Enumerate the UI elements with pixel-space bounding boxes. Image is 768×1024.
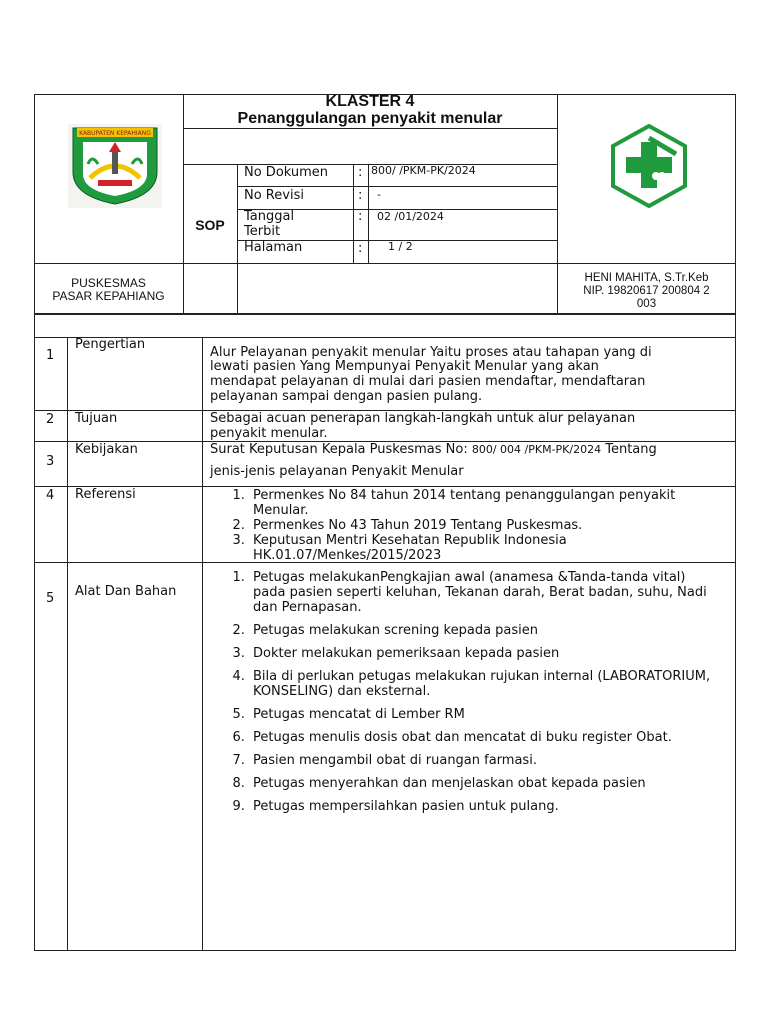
- list-item: 2. Permenkes No 43 Tahun 2019 Tentang Puskesmas.: [249, 518, 707, 533]
- meta-divider: [237, 186, 557, 187]
- row-number: 4: [46, 488, 55, 503]
- meta-divider: [237, 263, 557, 264]
- pengertian-text: lewati pasien Yang Mempunyai Penyakit Menular yang akan: [210, 359, 599, 374]
- header-divider: [183, 128, 557, 129]
- pengertian-text: Alur Pelayanan penyakit menular Yaitu proses atau tahapan yang di: [210, 345, 652, 360]
- referensi-list-container: [207, 488, 707, 563]
- kebijakan-text: [210, 442, 657, 457]
- list-item: 3. Dokter melakukan pemeriksaan kepada pasien: [249, 646, 715, 661]
- meta-label-no-dokumen: No Dokumen: [244, 165, 329, 180]
- row-number: 3: [46, 454, 55, 469]
- puskesmas-name-line1: PUSKESMAS: [71, 276, 146, 290]
- meta-label-tanggal: Tanggal: [244, 209, 295, 224]
- meta-divider: [353, 164, 354, 264]
- body-divider: [34, 486, 736, 487]
- meta-colon: :: [358, 209, 363, 224]
- svg-text:KABUPATEN KEPAHIANG: KABUPATEN KEPAHIANG: [79, 130, 151, 137]
- list-item: 6. Petugas menulis dosis obat dan mencatat di buku register Obat.: [249, 730, 715, 745]
- alat-list-container: [207, 570, 715, 822]
- meta-divider: [368, 164, 369, 264]
- signatory-nip: NIP. 19820617 200804 2: [583, 285, 710, 297]
- kebijakan-text-part: Tentang: [601, 442, 657, 457]
- meta-colon: :: [358, 188, 363, 203]
- meta-colon: :: [358, 165, 363, 180]
- meta-label-no-revisi: No Revisi: [244, 188, 304, 203]
- meta-label-terbit: Terbit: [244, 224, 281, 239]
- puskesmas-logo: [610, 124, 688, 208]
- body-divider: [202, 337, 203, 951]
- header-divider: [183, 164, 557, 165]
- pengertian-text: pelayanan sampai dengan pasien pulang.: [210, 389, 483, 404]
- row-label-kebijakan: Kebijakan: [75, 442, 138, 457]
- pengertian-text: mendapat pelayanan di mulai dari pasien mendaftar, mendaftaran: [210, 374, 646, 389]
- row-label-pengertian: Pengertian: [75, 337, 146, 352]
- header-divider: [183, 94, 184, 314]
- list-item: 7. Pasien mengambil obat di ruangan farmasi.: [249, 753, 715, 768]
- signatory-name: HENI MAHITA, S.Tr.Keb: [584, 272, 709, 284]
- row-label-tujuan: Tujuan: [75, 411, 118, 426]
- referensi-list: [207, 488, 707, 563]
- list-item: 9. Petugas mempersilahkan pasien untuk pulang.: [249, 799, 715, 814]
- row-number: 2: [46, 412, 55, 427]
- kebijakan-sk-number: 800/ 004 /PKM-PK/2024: [471, 443, 602, 456]
- tujuan-text: Sebagai acuan penerapan langkah-langkah untuk alur pelayanan: [210, 411, 636, 426]
- row-number: 1: [46, 348, 55, 363]
- sop-label: SOP: [195, 217, 225, 233]
- kebijakan-text-part: Surat Keputusan Kepala Puskesmas No:: [210, 442, 472, 457]
- list-item: 4. Bila di perlukan petugas melakukan rujukan internal (LABORATORIUM, KONSELING) dan eksternal.: [249, 669, 715, 699]
- list-item: 2. Petugas melakukan screning kepada pasien: [249, 623, 715, 638]
- signatory-nip-cont: 003: [636, 298, 657, 310]
- list-item: 1. Permenkes No 84 tahun 2014 tentang penanggulangan penyakit Menular.: [249, 488, 707, 518]
- list-item: 3. Keputusan Mentri Kesehatan Republik Indonesia HK.01.07/Menkes/2015/2023: [249, 533, 707, 563]
- puskesmas-name-line2: PASAR KEPAHIANG: [52, 289, 165, 303]
- row-number: 5: [46, 591, 55, 606]
- alat-list: [207, 570, 715, 814]
- list-item: 8. Petugas menyerahkan dan menjelaskan obat kepada pasien: [249, 776, 715, 791]
- meta-value-no-revisi: -: [377, 188, 381, 201]
- kebijakan-text-line2: jenis-jenis pelayanan Penyakit Menular: [210, 464, 464, 479]
- row-label-referensi: Referensi: [75, 487, 136, 502]
- tujuan-text: penyakit menular.: [210, 426, 328, 441]
- document-title: Penanggulangan penyakit menular: [237, 110, 503, 127]
- meta-value-no-dokumen: 800/ /PKM-PK/2024: [371, 164, 476, 177]
- meta-label-halaman: Halaman: [244, 240, 303, 255]
- body-divider: [67, 337, 68, 951]
- kabupaten-logo: [68, 124, 162, 208]
- row-label-alat: Alat Dan Bahan: [75, 584, 177, 599]
- meta-value-tanggal: 02 /01/2024: [377, 210, 444, 223]
- meta-colon: :: [358, 241, 363, 256]
- list-item: 1. Petugas melakukanPengkajian awal (anamesa &Tanda-tanda vital) pada pasien seperti keluhan, Tekanan darah, Berat badan, suhu, Nadi dan Pernapasan.: [249, 570, 715, 615]
- meta-value-halaman: 1 / 2: [388, 240, 413, 253]
- list-item: 5. Petugas mencatat di Lember RM: [249, 707, 715, 722]
- klaster-title: KLASTER 4: [325, 93, 415, 110]
